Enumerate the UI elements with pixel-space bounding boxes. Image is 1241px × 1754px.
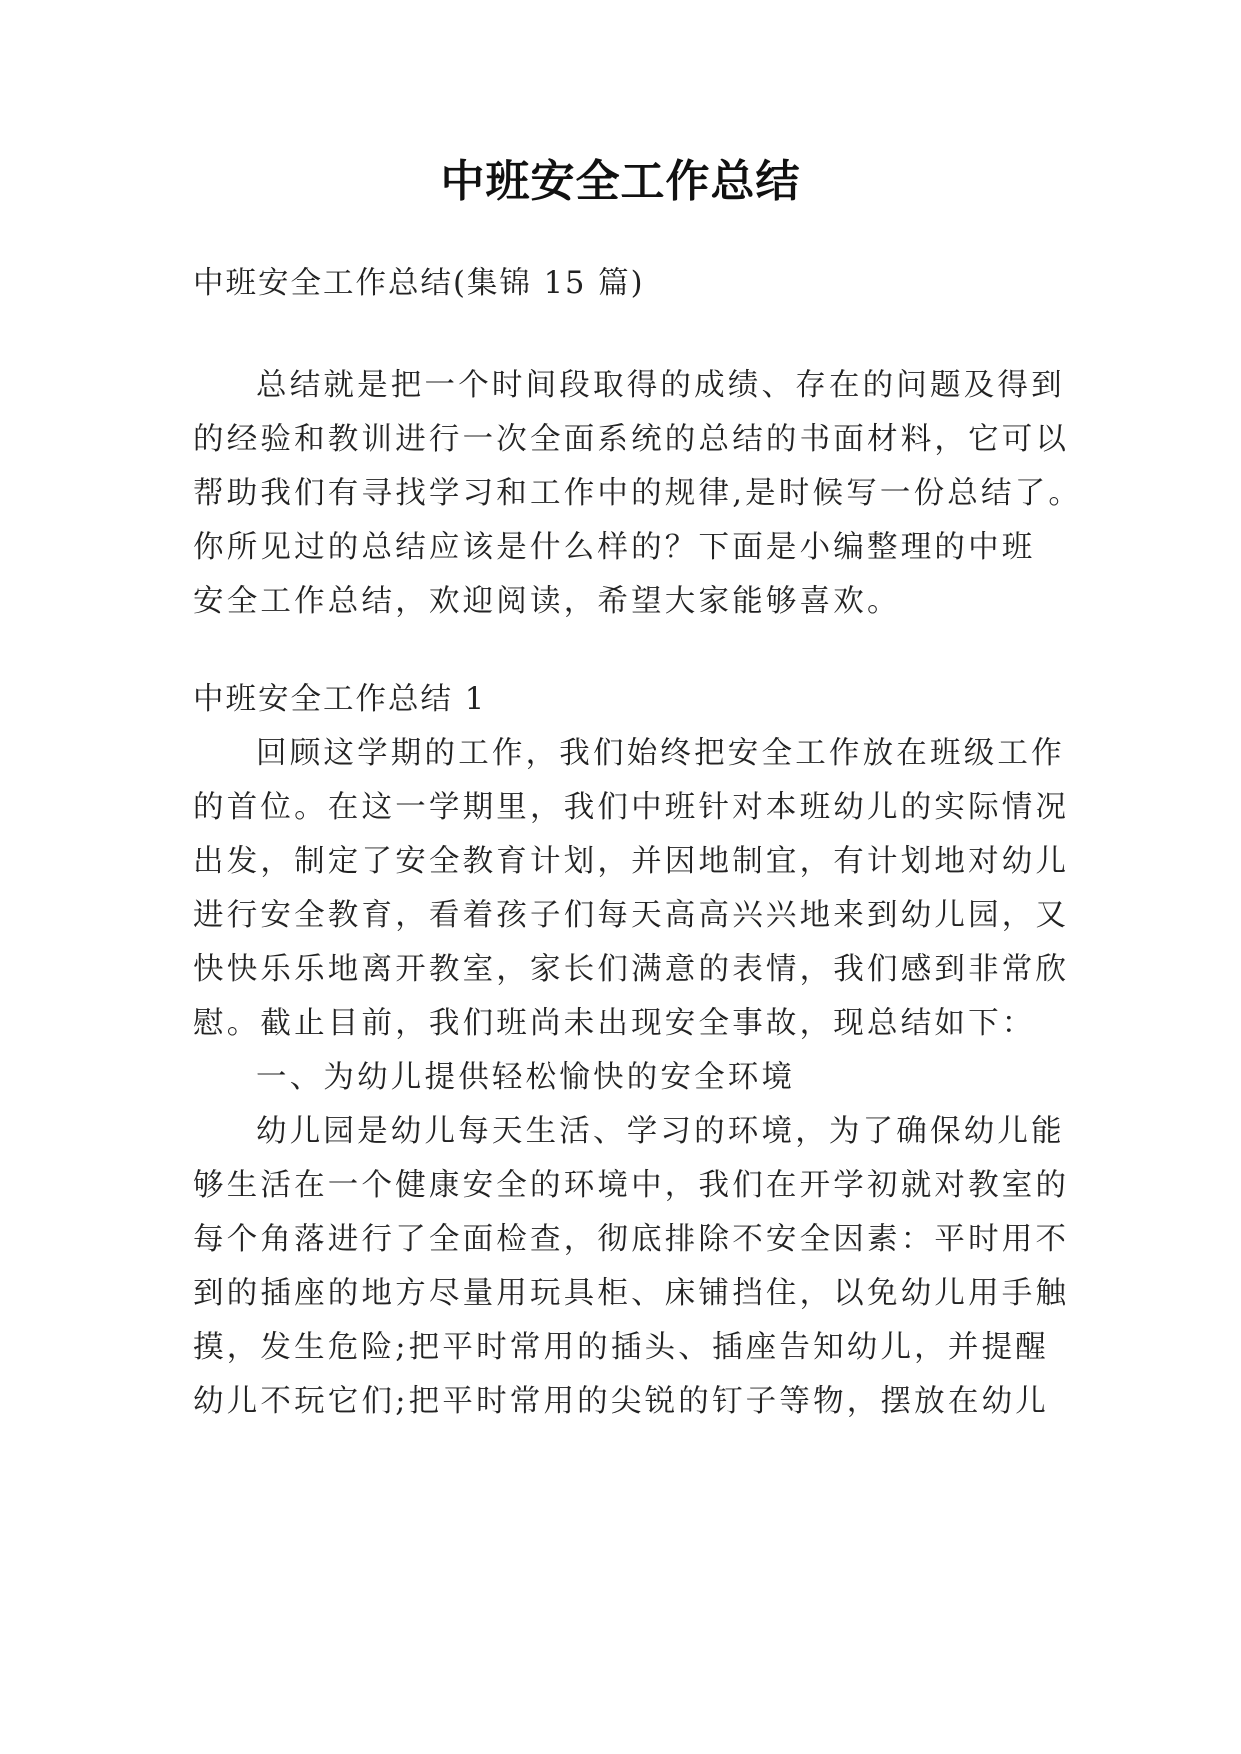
intro-line: 的经验和教训进行一次全面系统的总结的书面材料，它可以	[193, 422, 1070, 457]
intro-line: 安全工作总结，欢迎阅读，希望大家能够喜欢。	[193, 584, 901, 619]
point-line: 每个角落进行了全面检查，彻底排除不安全因素：平时用不	[193, 1222, 1070, 1257]
intro-line: 帮助我们有寻找学习和工作中的规律,是时候写一份总结了。	[193, 476, 1083, 511]
point-heading: 一、为幼儿提供轻松愉快的安全环境	[256, 1060, 796, 1095]
section-heading: 中班安全工作总结 1	[193, 682, 487, 717]
document-subtitle: 中班安全工作总结(集锦 15 篇)	[193, 266, 645, 301]
intro-line: 你所见过的总结应该是什么样的？下面是小编整理的中班	[193, 530, 1036, 565]
section-line: 进行安全教育，看着孩子们每天高高兴兴地来到幼儿园，又	[193, 898, 1070, 933]
section-line: 慰。截止目前，我们班尚未出现安全事故，现总结如下：	[193, 1006, 1036, 1041]
document-title: 中班安全工作总结	[440, 156, 801, 207]
point-line: 幼儿不玩它们;把平时常用的尖锐的钉子等物，摆放在幼儿	[193, 1384, 1049, 1419]
section-line: 回顾这学期的工作，我们始终把安全工作放在班级工作	[256, 736, 1065, 771]
intro-line: 总结就是把一个时间段取得的成绩、存在的问题及得到	[256, 368, 1065, 403]
point-line: 幼儿园是幼儿每天生活、学习的环境，为了确保幼儿能	[256, 1114, 1065, 1149]
section-line: 快快乐乐地离开教室，家长们满意的表情，我们感到非常欣	[193, 952, 1070, 987]
point-line: 够生活在一个健康安全的环境中，我们在开学初就对教室的	[193, 1168, 1070, 1203]
point-line: 摸，发生危险;把平时常用的插头、插座告知幼儿，并提醒	[193, 1330, 1049, 1365]
section-line: 的首位。在这一学期里，我们中班针对本班幼儿的实际情况	[193, 790, 1070, 825]
section-line: 出发，制定了安全教育计划，并因地制宜，有计划地对幼儿	[193, 844, 1070, 879]
point-line: 到的插座的地方尽量用玩具柜、床铺挡住，以免幼儿用手触	[193, 1276, 1070, 1311]
